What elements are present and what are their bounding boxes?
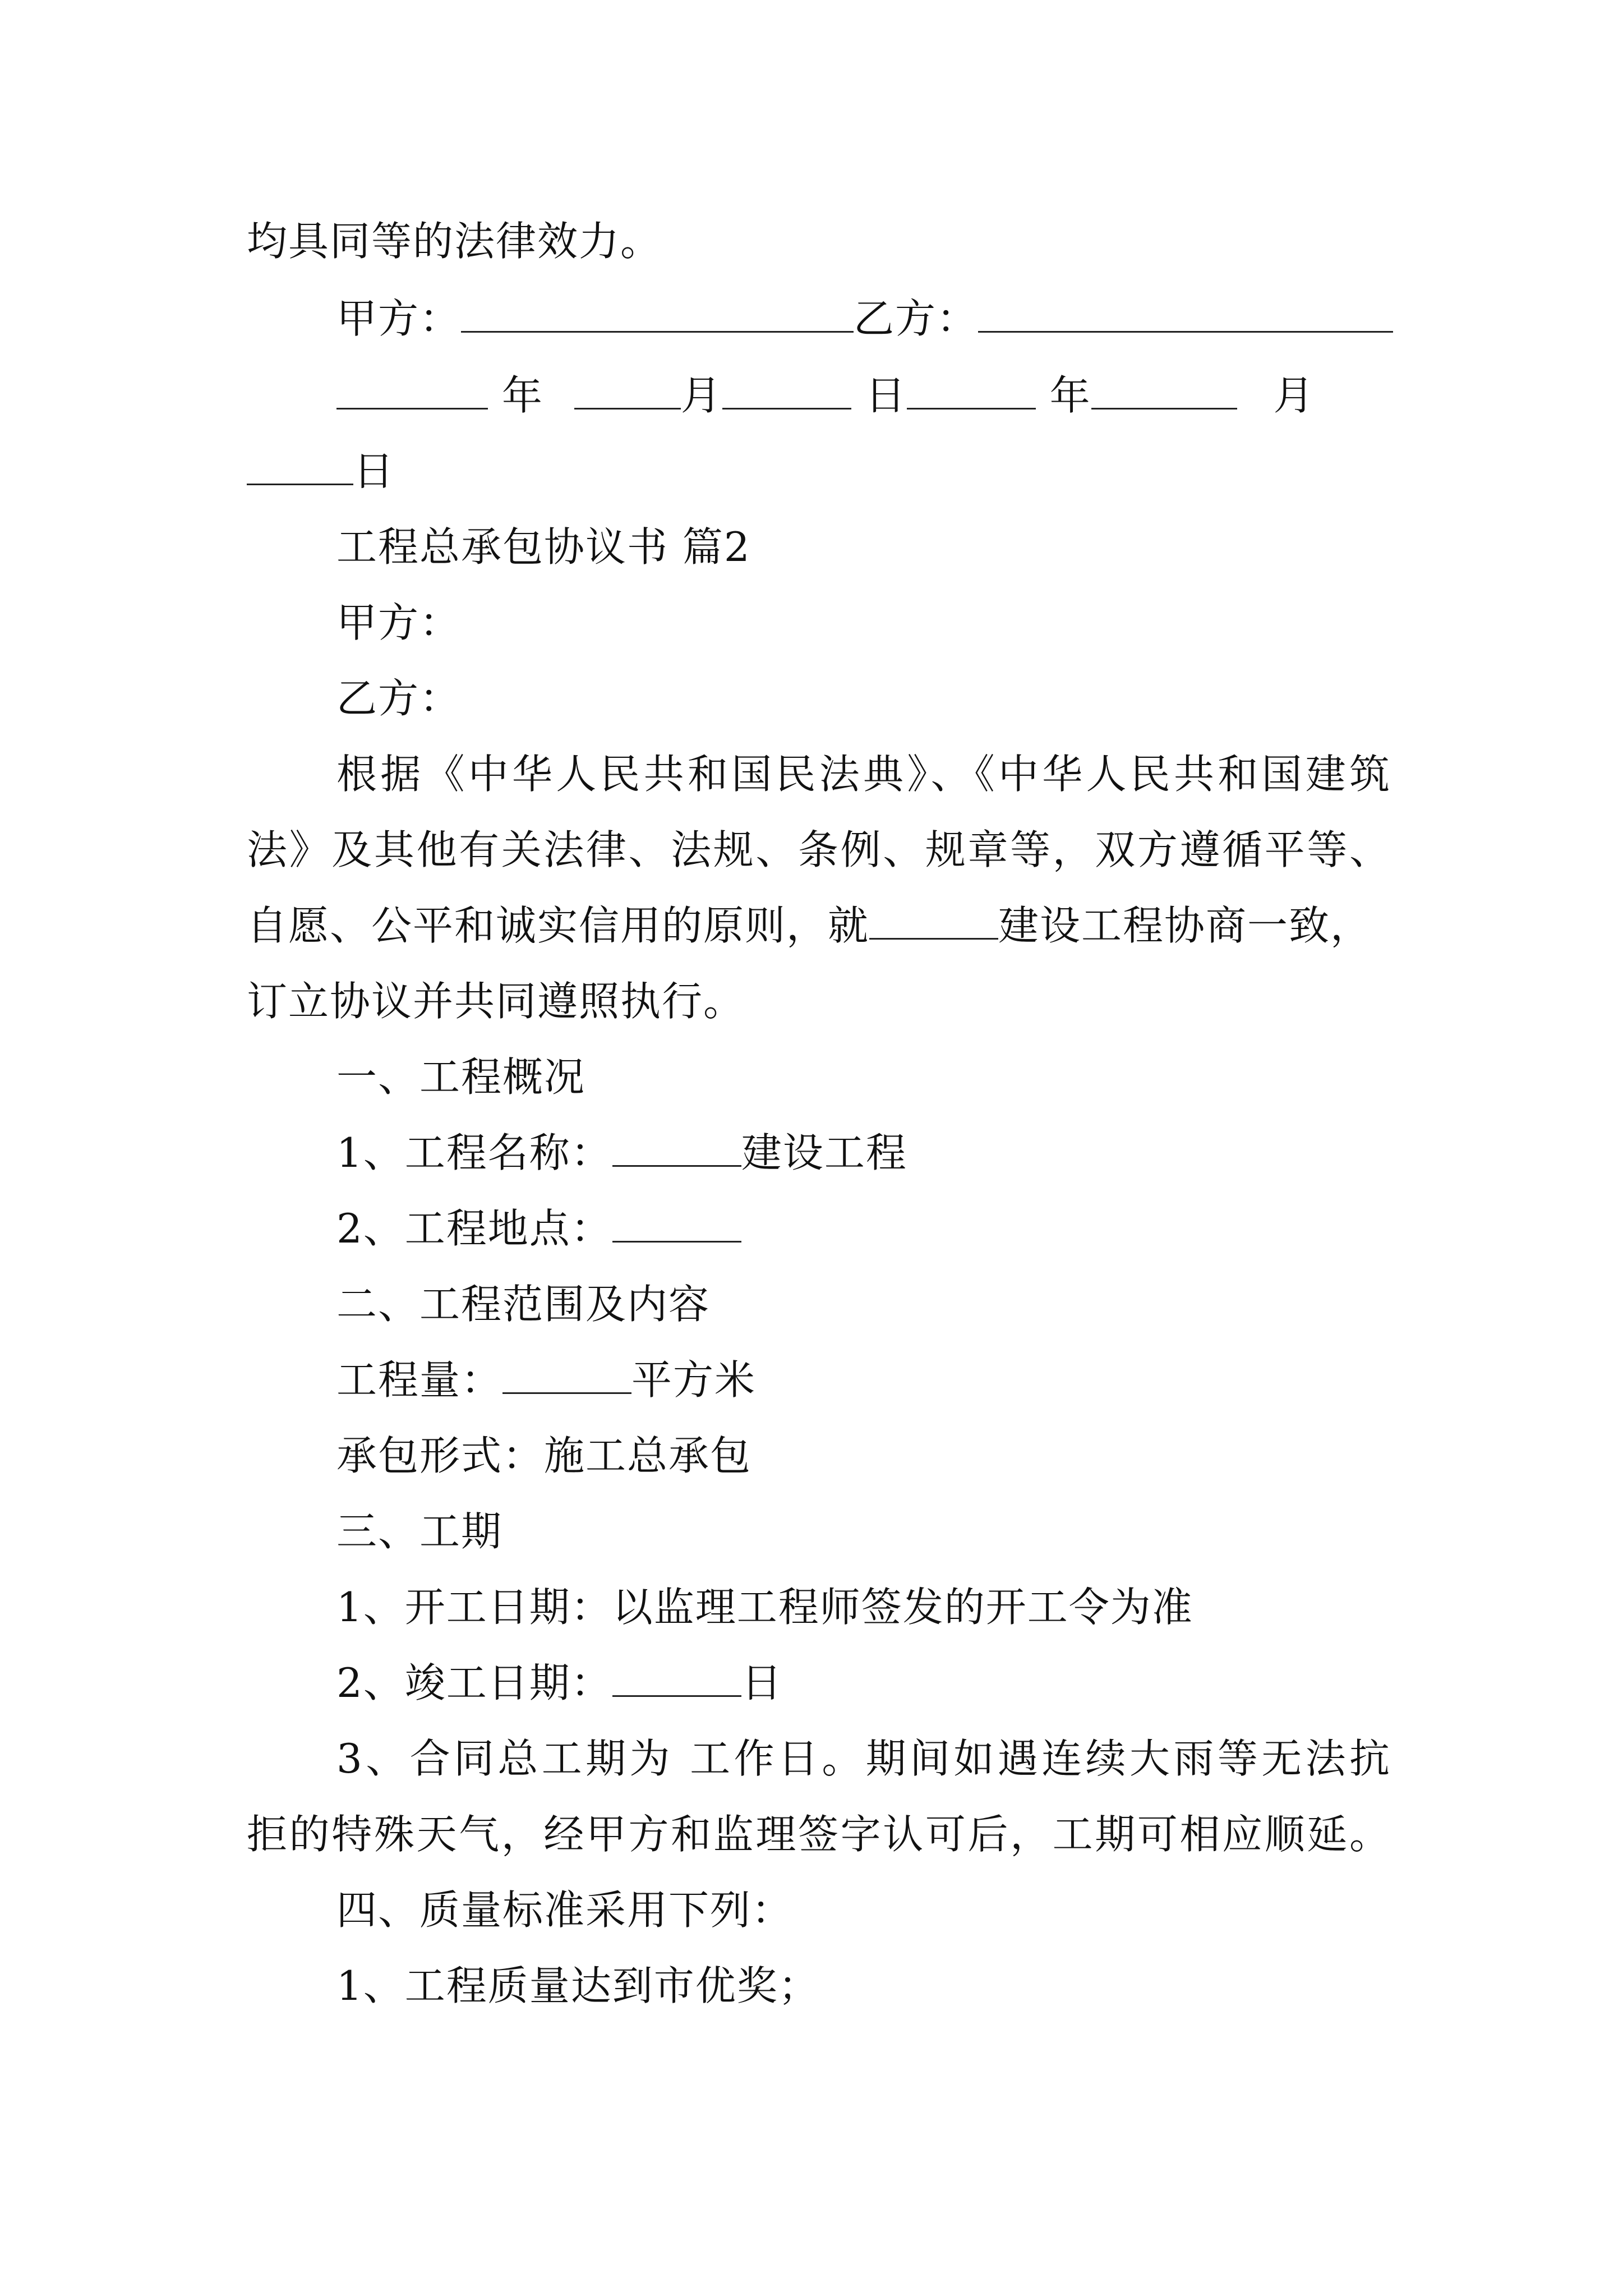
year-blank (336, 369, 488, 409)
section-heading (336, 1882, 1391, 1938)
paragraph-line (336, 1731, 1391, 1787)
start-date-text: 1、开工日期：以监理工程师签发的开工令为准 (336, 1584, 1193, 1631)
party-line (336, 670, 1391, 726)
paragraph-text: 订立协议并共同遵照执行。 (247, 978, 745, 1025)
party-a-signature-label: 甲方： (336, 295, 462, 342)
section-title (336, 519, 1391, 575)
list-item (336, 1428, 1391, 1484)
month-label: 月 (680, 372, 722, 419)
list-item (336, 1655, 1391, 1711)
section-heading (336, 1276, 1391, 1332)
text-line (247, 213, 1391, 269)
paragraph-text: 根据《中华人民共和国民法典》、《中华人民共和国建筑 (336, 751, 1391, 798)
section-heading (336, 1503, 1391, 1559)
heading-schedule: 三、工期 (336, 1508, 503, 1555)
completion-date-suffix: 日 (741, 1659, 783, 1706)
paragraph-line (247, 822, 1391, 878)
completion-date-blank (612, 1656, 741, 1697)
quantity-blank (502, 1353, 631, 1394)
party-b-signature-label: 乙方： (854, 295, 979, 342)
signature-line (336, 291, 1391, 347)
paragraph-text: 法》及其他有关法律、法规、条例、规章等，双方遵循平等、 (247, 826, 1391, 873)
year-label-2: 年 (1049, 372, 1091, 419)
completion-date-label: 2、竣工日期： (336, 1659, 612, 1706)
list-item (336, 1200, 1391, 1257)
project-location-blank (612, 1202, 741, 1243)
paragraph-text: 自愿、公平和诚实信用的原则，就 (247, 902, 870, 949)
party-b-signature-blank (978, 292, 1393, 333)
day-blank-2 (247, 444, 353, 485)
party-b-label: 乙方： (336, 675, 462, 722)
heading-scope: 二、工程范围及内容 (336, 1281, 711, 1328)
paragraph-text: 建设工程协商一致， (998, 902, 1372, 949)
list-item (336, 1125, 1391, 1181)
party-a-signature-blank (461, 292, 854, 333)
list-item (336, 1352, 1391, 1408)
paragraph-text: 均具同等的法律效力。 (247, 218, 662, 265)
heading-project-overview: 一、工程概况 (336, 1053, 586, 1101)
quantity-label: 工程量： (336, 1356, 503, 1404)
paragraph-line (336, 746, 1391, 802)
project-name-blank (869, 899, 998, 940)
project-location-label: 2、工程地点： (336, 1205, 612, 1252)
paragraph-line (247, 973, 1391, 1029)
day-label-2: 日 (353, 448, 395, 495)
paragraph-text: 拒的特殊天气，经甲方和监理签字认可后，工期可相应顺延。 (247, 1811, 1391, 1858)
contract-form: 承包形式：施工总承包 (336, 1432, 752, 1479)
list-item (336, 1958, 1391, 2014)
project-name-suffix: 建设工程 (741, 1129, 907, 1176)
date-line (336, 367, 1391, 424)
list-item (336, 1579, 1391, 1635)
month-blank-2 (1091, 369, 1237, 409)
date-line-continued (247, 443, 1391, 499)
quantity-unit: 平方米 (631, 1356, 757, 1404)
agreement-title: 工程总承包协议书 篇2 (336, 523, 751, 570)
month-blank (574, 369, 681, 409)
party-line (336, 595, 1391, 651)
section-heading (336, 1049, 1391, 1105)
month-label-2: 月 (1273, 372, 1315, 419)
quality-item-text: 1、工程质量达到市优奖； (336, 1962, 820, 2009)
year-blank-2 (907, 369, 1036, 409)
paragraph-text: 3、合同总工期为 工作日。期间如遇连续大雨等无法抗 (336, 1735, 1391, 1782)
project-name-label: 1、工程名称： (336, 1129, 612, 1176)
heading-quality: 四、质量标准采用下列： (336, 1887, 794, 1934)
year-label: 年 (501, 372, 543, 419)
day-label: 日 (865, 372, 907, 419)
party-a-label: 甲方： (336, 599, 462, 646)
project-name-blank (612, 1126, 741, 1167)
paragraph-line (247, 898, 1391, 954)
day-blank (722, 369, 851, 409)
paragraph-line (247, 1806, 1391, 1862)
